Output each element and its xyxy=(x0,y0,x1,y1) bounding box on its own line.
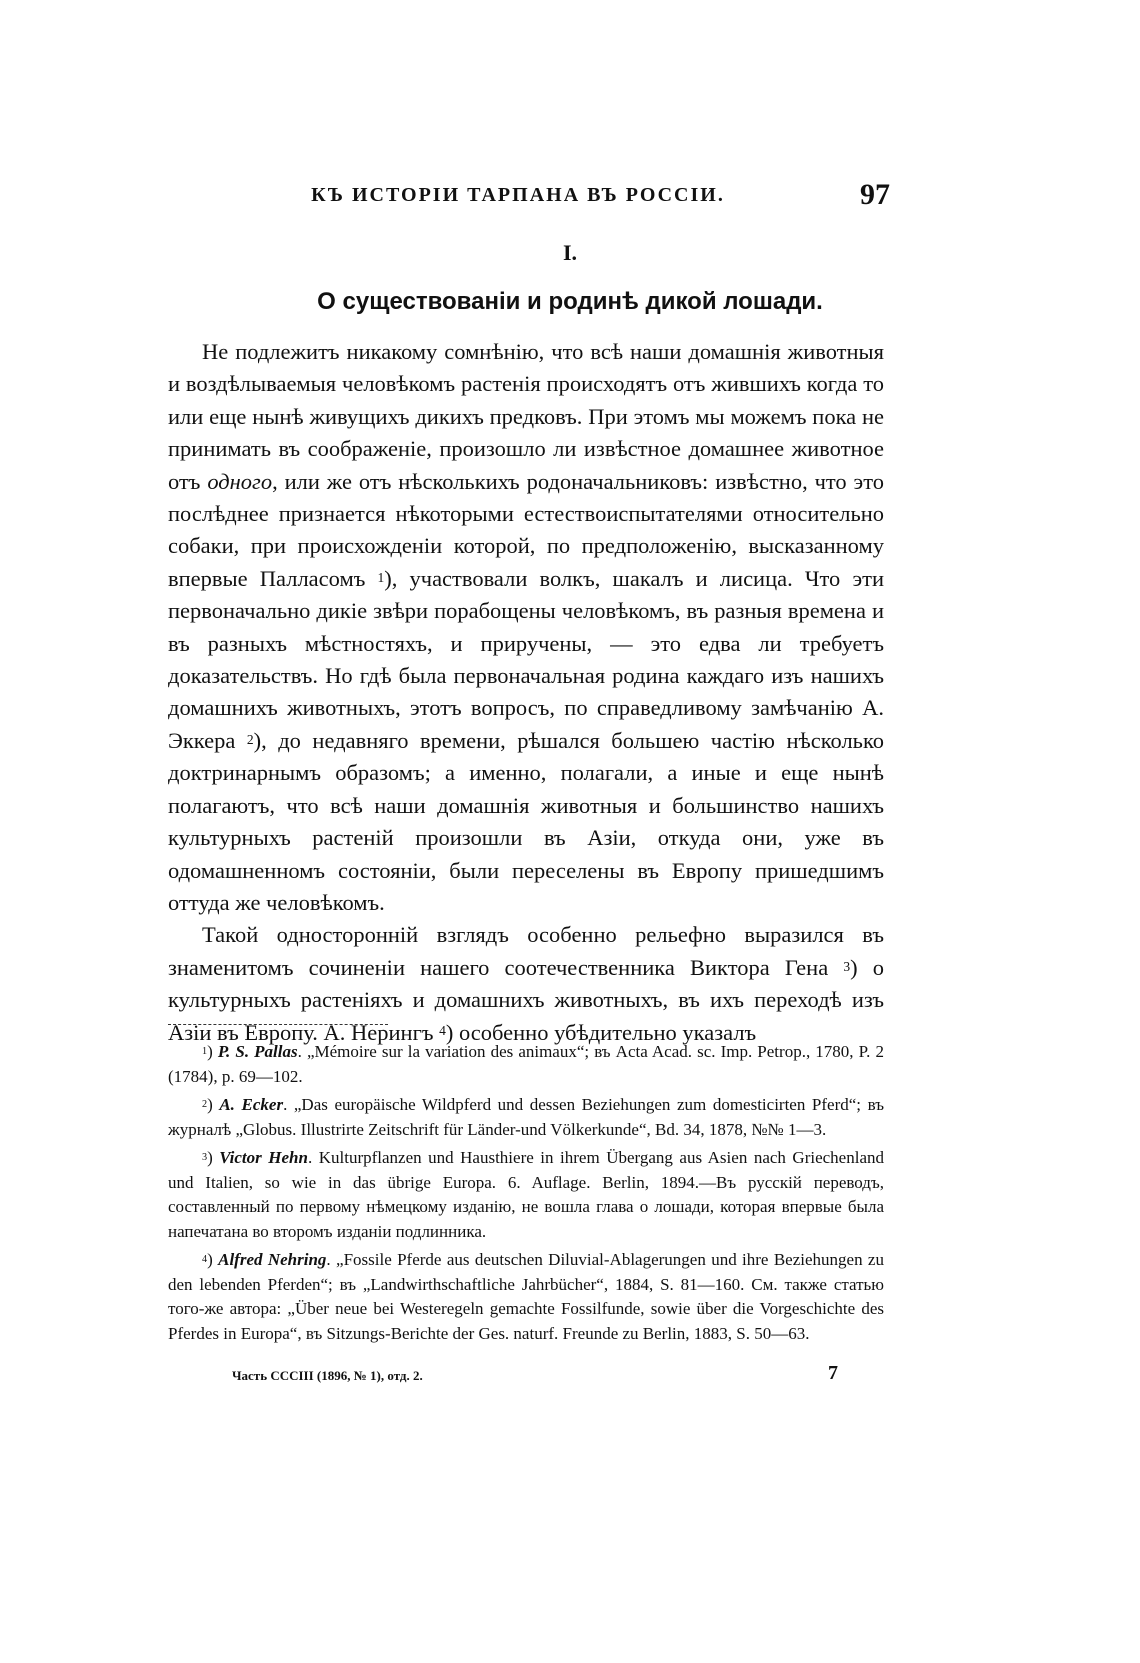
sheet-number: 7 xyxy=(828,1362,838,1384)
text-run: ), до недавняго времени, рѣшался большею частію нѣсколько доктринарнымъ образомъ; а именно, полагали, а иные и еще нынѣ полагаютъ, что всѣ наши домашнія животныя и большинство нашихъ культурныхъ растеній произошли въ Азіи, откуда они, уже въ одомашненномъ состояніи, были переселены въ Европу пришедшимъ оттуда же человѣкомъ. xyxy=(168,727,884,915)
running-title: КЪ ИСТОРІИ ТАРПАНА ВЪ РОССІИ. xyxy=(311,184,725,206)
footnote-2: $^2$) A. Ecker. „Das europäische Wildpferd und dessen Beziehungen zum domesticirten Pferd“; въ журналѣ „Globus. Illustrirte Zeitschrift für Länder-und Völkerkunde“, Bd. 34, 1878, №№ 1—3. xyxy=(168,1095,884,1139)
text-run: Не подлежитъ никакому сомнѣнію, что всѣ наши домашнія животныя и воздѣлываемыя человѣкомъ растенія происходятъ отъ жившихъ когда то или еще нынѣ живущихъ дикихъ предковъ. При этомъ мы можемъ пока не принимать въ соображеніе, произошло ли извѣстное домашнее животное отъ xyxy=(168,339,884,494)
footnote-mark: 3 xyxy=(202,1151,208,1163)
emphasis: одного xyxy=(207,468,273,494)
section-number: I. xyxy=(562,240,578,265)
paragraph-1 xyxy=(168,336,884,919)
text-run: , или же отъ нѣсколькихъ родоначальниковъ: извѣстно, что это послѣднее признается нѣкоторыми естествоиспытателями относительно собаки, при происхожденіи которой, по предположенію, высказанному впервые Палласомъ xyxy=(168,468,885,591)
body-text xyxy=(168,336,884,1049)
footnote-3: $^3$) Victor Hehn. Kulturpflanzen und Hausthiere in ihrem Übergang aus Asien nach Griechenland und Italien, so wie in das übrige Europa. 6. Auflage. Berlin, 1894.—Въ русскій переводъ, составленный по первому нѣмецкому изданію, не вошла глава о лошади, которая впервые была напечатана во второмъ изданіи подлинника. xyxy=(168,1148,884,1241)
text-run: ) особенно убѣдительно указалъ xyxy=(445,1019,757,1045)
footnote-mark: 4 xyxy=(202,1253,208,1265)
footnote-ref[interactable]: 1 xyxy=(377,569,385,585)
footnote-4: $^4$) Alfred Nehring. „Fossile Pferde aus deutschen Diluvial-Ablagerungen und ihre Beziehungen zu den lebenden Pferden“; въ „Landwirthschaftliche Jahrbücher“, 1884, S. 81—160. См. также статью того-же автора: „Über neue bei Westeregeln gemachte Fossilfunde, sowie über die Vorgeschichte des Pferdes in Europa“, въ Sitzungs-Berichte der Ges. naturf. Freunde zu Berlin, 1883, S. 50—63. xyxy=(168,1250,884,1343)
footnote-mark: 2 xyxy=(202,1098,208,1110)
footnote-text: . „Fossile Pferde aus deutschen Diluvial-Ablagerungen und ihre Beziehungen zu den lebenden Pferden“; въ „Landwirthschaftliche Jahrbücher“, 1884, S. 81—160. См. также статью того-же автора: „Über neue bei Westeregeln gemachte Fossilfunde, sowie über die Vorgeschichte des Pferdes in Europa“, въ Sitzungs-Berichte der Ges. naturf. Freunde zu Berlin, 1883, S. 50—63. xyxy=(168,1250,884,1343)
page-number: 97 xyxy=(860,178,890,211)
footnote-ref[interactable]: 4 xyxy=(439,1023,446,1039)
footnote-author: Alfred Nehring xyxy=(218,1250,327,1269)
printer-signature: Часть СССIII (1896, № 1), отд. 2. xyxy=(232,1368,423,1383)
footnote-mark: 1 xyxy=(202,1045,208,1057)
text-run: ), участвовали волкъ, шакалъ и лисица. Что эти первоначально дикіе звѣри порабощены человѣкомъ, въ разныя времена и въ разныхъ мѣстностяхъ, и приручены, — это едва ли требуетъ доказательствъ. Но гдѣ была первоначальная родина каждаго изъ нашихъ домашнихъ животныхъ, этотъ вопросъ, по справедливому замѣчанію А. Эккера xyxy=(168,565,884,753)
paragraph-2 xyxy=(168,919,884,1049)
section-title: О существованіи и родинѣ дикой лошади. xyxy=(317,288,823,315)
footnote-author: P. S. Pallas xyxy=(217,1042,298,1061)
footnotes xyxy=(168,1040,884,1350)
footnote-text: . Kulturpflanzen und Hausthiere in ihrem Übergang aus Asien nach Griechenland und Italien, so wie in das übrige Europa. 6. Auflage. Berlin, 1894.—Въ русскій переводъ, составленный по первому нѣмецкому изданію, не вошла глава о лошади, которая впервые была напечатана во второмъ изданіи подлинника. xyxy=(168,1148,884,1241)
footnote-text: . „Das europäische Wildpferd und dessen Beziehungen zum domesticirten Pferd“; въ журналѣ „Globus. Illustrirte Zeitschrift für Länder-und Völkerkunde“, Bd. 34, 1878, №№ 1—3. xyxy=(168,1095,884,1139)
footnote-1: $^1$) P. S. Pallas. „Mémoire sur la variation des animaux“; въ Acta Acad. sc. Imp. Petrop., 1780, P. 2 (1784), p. 69—102. xyxy=(168,1042,885,1086)
footnote-author: Victor Hehn xyxy=(219,1148,308,1167)
text-run: ) о культурныхъ растеніяхъ и домашнихъ животныхъ, въ ихъ переходѣ изъ Азіи въ Европу. А. Нерингъ xyxy=(168,954,884,1045)
footnote-ref[interactable]: 3 xyxy=(843,958,851,974)
footnote-author: A. Ecker xyxy=(219,1095,284,1114)
footnote-text: . „Mémoire sur la variation des animaux“; въ Acta Acad. sc. Imp. Petrop., 1780, P. 2 (1784), p. 69—102. xyxy=(168,1042,885,1086)
footnote-divider xyxy=(168,1024,388,1025)
footnote-ref[interactable]: 2 xyxy=(246,731,254,747)
text-run: Такой односторонній взглядъ особенно рельефно выразился въ знаменитомъ сочиненіи нашего соотечественника Виктора Гена xyxy=(168,922,884,980)
